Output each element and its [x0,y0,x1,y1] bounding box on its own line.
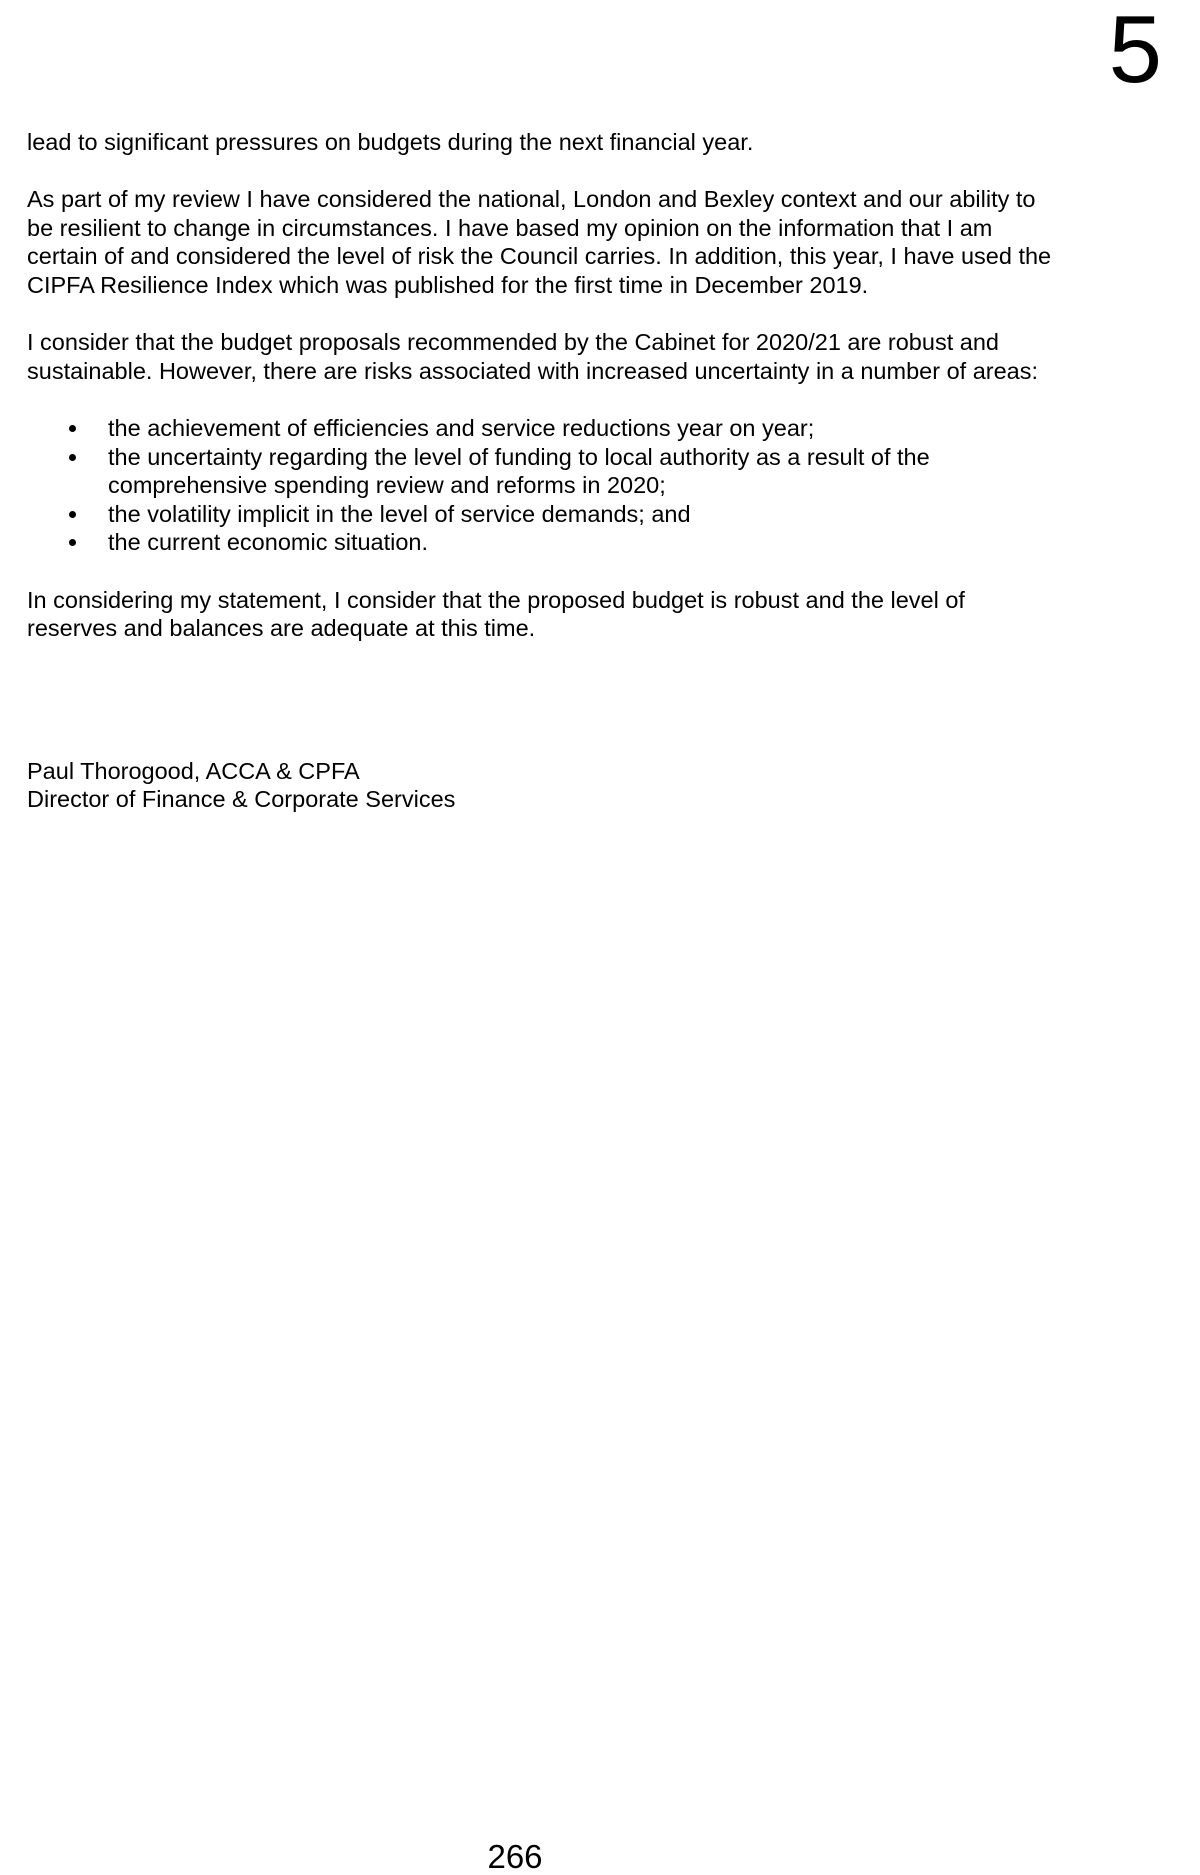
list-item [27,414,1057,443]
bullet-icon [69,454,76,461]
list-item-text: the achievement of efficiencies and service reductions year on year; [108,414,815,441]
list-item [27,528,1057,557]
signatory-name: Paul Thorogood, ACCA & CPFA [27,757,360,784]
bullet-icon [69,539,76,546]
paragraph-review-context: As part of my review I have considered the national, London and Bexley context and our ability to be resilient to change in circumstances. I have based my opinion on the information that I am certain of and considered the level of risk the Council carries. In addition, this year, I have used the CIPFA Resilience Index which was published for the first time in December 2019. [27,186,1052,298]
risk-areas-list [27,414,1057,557]
signatory-title: Director of Finance & Corporate Services [27,786,456,813]
document-body [27,128,1057,814]
paragraph-budget-opinion: I consider that the budget proposals recommended by the Cabinet for 2020/21 are robust and sustainable. However, there are risks associated with increased uncertainty in a number of areas: [27,329,1039,384]
list-item [27,443,1057,500]
list-item-text: the uncertainty regarding the level of funding to local authority as a result of the comprehensive spending review and reforms in 2020; [108,443,930,499]
bullet-icon [69,511,76,518]
paragraph-closing-statement: In considering my statement, I consider that the proposed budget is robust and the level of reserves and balances are adequate at this time. [27,586,965,642]
page-number: 266 [487,1838,543,1875]
bullet-icon [69,425,76,432]
list-item [27,500,1057,529]
paragraph-continuation: lead to significant pressures on budgets during the next financial year. [27,129,754,155]
agenda-item-number: 5 [1108,0,1162,103]
signature-block [27,757,1057,814]
list-item-text: the volatility implicit in the level of service demands; and [108,500,691,527]
list-item-text: the current economic situation. [108,529,429,556]
